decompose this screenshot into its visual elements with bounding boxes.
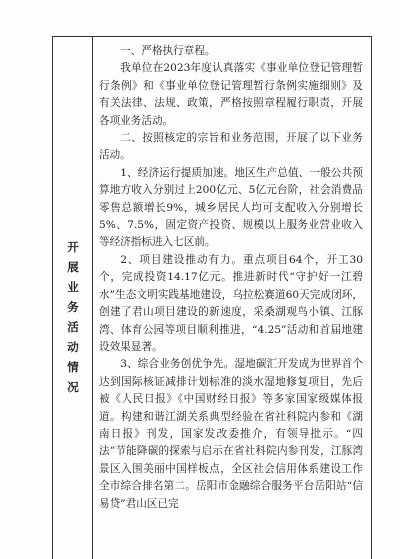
label-char: 展	[67, 260, 79, 274]
content-column	[99, 43, 363, 513]
label-char: 情	[67, 360, 79, 374]
report-form-table	[52, 36, 372, 559]
section2-heading: 二、按照核定的宗旨和业务范围，开展了以下业务活动。	[99, 132, 363, 162]
label-char: 开	[67, 240, 79, 254]
item-economic-operation: 1、经济运行提质加速。地区生产总值、一般公共预算地方收入分别过上200亿元、5亿元台阶，社会消费品零售总额增长9%，城乡居民人均可支配收入分别增长5%、7.5%，固定资产投资、规模以上服务业营业收入等经济指标进入七区前。	[99, 166, 363, 249]
label-char: 动	[67, 340, 79, 354]
label-char: 况	[67, 380, 79, 394]
label-char: 业	[67, 280, 79, 294]
label-char: 务	[67, 300, 79, 314]
label-char: 活	[67, 320, 79, 334]
label-column	[53, 37, 93, 559]
section1-heading: 一、严格执行章程。	[120, 45, 216, 57]
section1-body: 我单位在2023年度认真落实《事业单位登记管理暂行条例》和《事业单位登记管理暂行条例实施细则》及有关法律、法规、政策，严格按照章程履行职责，开展各项业务活动。	[99, 62, 363, 127]
item-project-construction: 2、项目建设推动有力。重点项目64个，开工30个，完成投资14.17亿元。推进新时代“守护好一江碧水”生态文明实践基地建设，乌拉松赛道60天完成闭环，创建了君山项目建设的新速度，采桑湖观鸟小镇、江豚湾、体育公园等项目顺利推进，“4.25”活动和首届地建设效果显著。	[99, 253, 363, 353]
row-label	[53, 237, 93, 397]
item-comprehensive-business: 3、综合业务创优争先。湿地碳汇开发成为世界首个达到国际核证减排计划标准的淡水湿地修复项目，先后被《人民日报》《中国财经日报》等多家国家级媒体报道。构建和谐江湖关系典型经验在省社科院内参和《湖南日报》刊发，国家发改委推介，有领导批示。“四法”节能降碳的探索与启示在省社科院内参刊发，江豚湾景区入围美丽中国样板点，全区社会信用体系建设工作全市综合排名第二。岳阳市金融综合服务平台岳阳站“信易贷”君山区已完	[99, 358, 363, 510]
